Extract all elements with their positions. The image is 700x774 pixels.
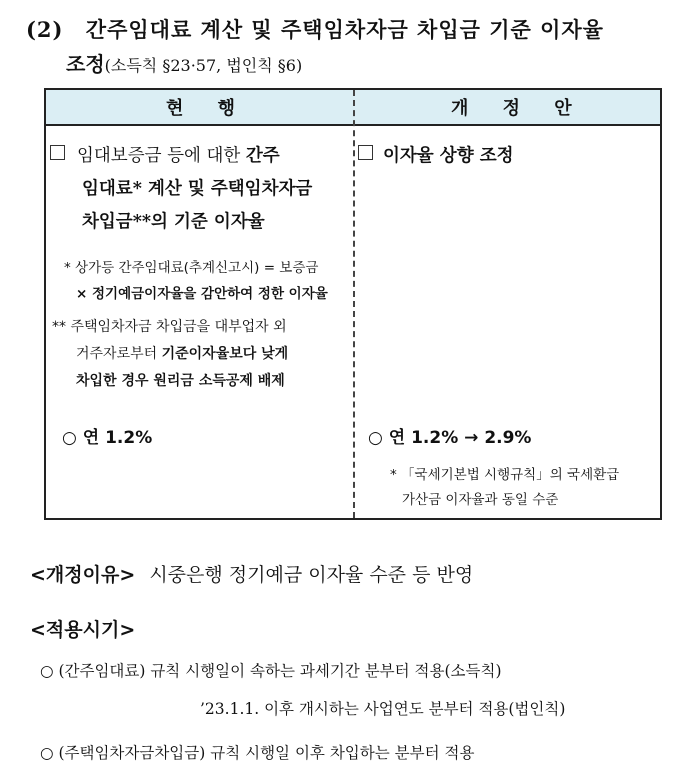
current-main-line3: 차입금**의 기준 이자율 (82, 212, 265, 232)
current-note2-line1: ** 주택임차자금 차입금을 대부업자 외 (52, 319, 287, 335)
column-divider (353, 90, 355, 518)
current-note1-line2: × 정기예금이자율을 감안하여 정한 이자율 (76, 286, 328, 302)
revised-main: 이자율 상향 조정 (358, 142, 514, 167)
section-number: (2) (26, 17, 64, 42)
reason-label: <개정이유> (30, 564, 136, 586)
current-note2-line2: 거주자로부터 기준이자율보다 낮게 (76, 346, 289, 362)
current-main-line2: 임대료* 계산 및 주택임차자금 (82, 179, 313, 199)
section-title (26, 14, 604, 44)
revised-note-line2: 가산금 이자율과 동일 수준 (402, 492, 559, 508)
comparison-table (44, 88, 662, 520)
section-source-ref: (소득칙 §23·57, 법인칙 §6) (104, 56, 303, 75)
current-note1-line1: * 상가등 간주임대료(추계신고시) = 보증금 (64, 260, 319, 276)
section-title-line1: 간주임대료 계산 및 주택임차자금 차입금 기준 이자율 (85, 17, 604, 42)
checkbox-icon (50, 145, 65, 160)
header-current: 현 행 (166, 98, 250, 119)
section-title-bold: 조정 (66, 52, 105, 76)
section-title-line2 (66, 48, 302, 77)
checkbox-icon (358, 145, 373, 160)
revised-rate: ○ 연 1.2% → 2.9% (368, 428, 532, 448)
timing-label: <적용시기> (30, 619, 136, 641)
reason-text: 시중은행 정기예금 이자율 수준 등 반영 (149, 564, 474, 586)
current-main-line1: 임대보증금 등에 대한 간주 (50, 142, 280, 167)
revised-note-line1: * 「국세기본법 시행규칙」의 국세환급 (390, 467, 620, 483)
timing-item1-line2: ’23.1.1. 이후 개시하는 사업연도 분부터 적용(법인칙) (200, 700, 566, 718)
timing-item1-line1: ○ (간주임대료) 규칙 시행일이 속하는 과세기간 분부터 적용(소득칙) (40, 662, 502, 680)
current-rate: ○ 연 1.2% (62, 428, 153, 448)
current-note2-line3: 차입한 경우 원리금 소득공제 배제 (76, 373, 285, 389)
timing-item2: ○ (주택임차자금차입금) 규칙 시행일 이후 차입하는 분부터 적용 (40, 744, 475, 762)
header-revised: 개 정 안 (451, 98, 586, 119)
reason-row (30, 560, 473, 587)
